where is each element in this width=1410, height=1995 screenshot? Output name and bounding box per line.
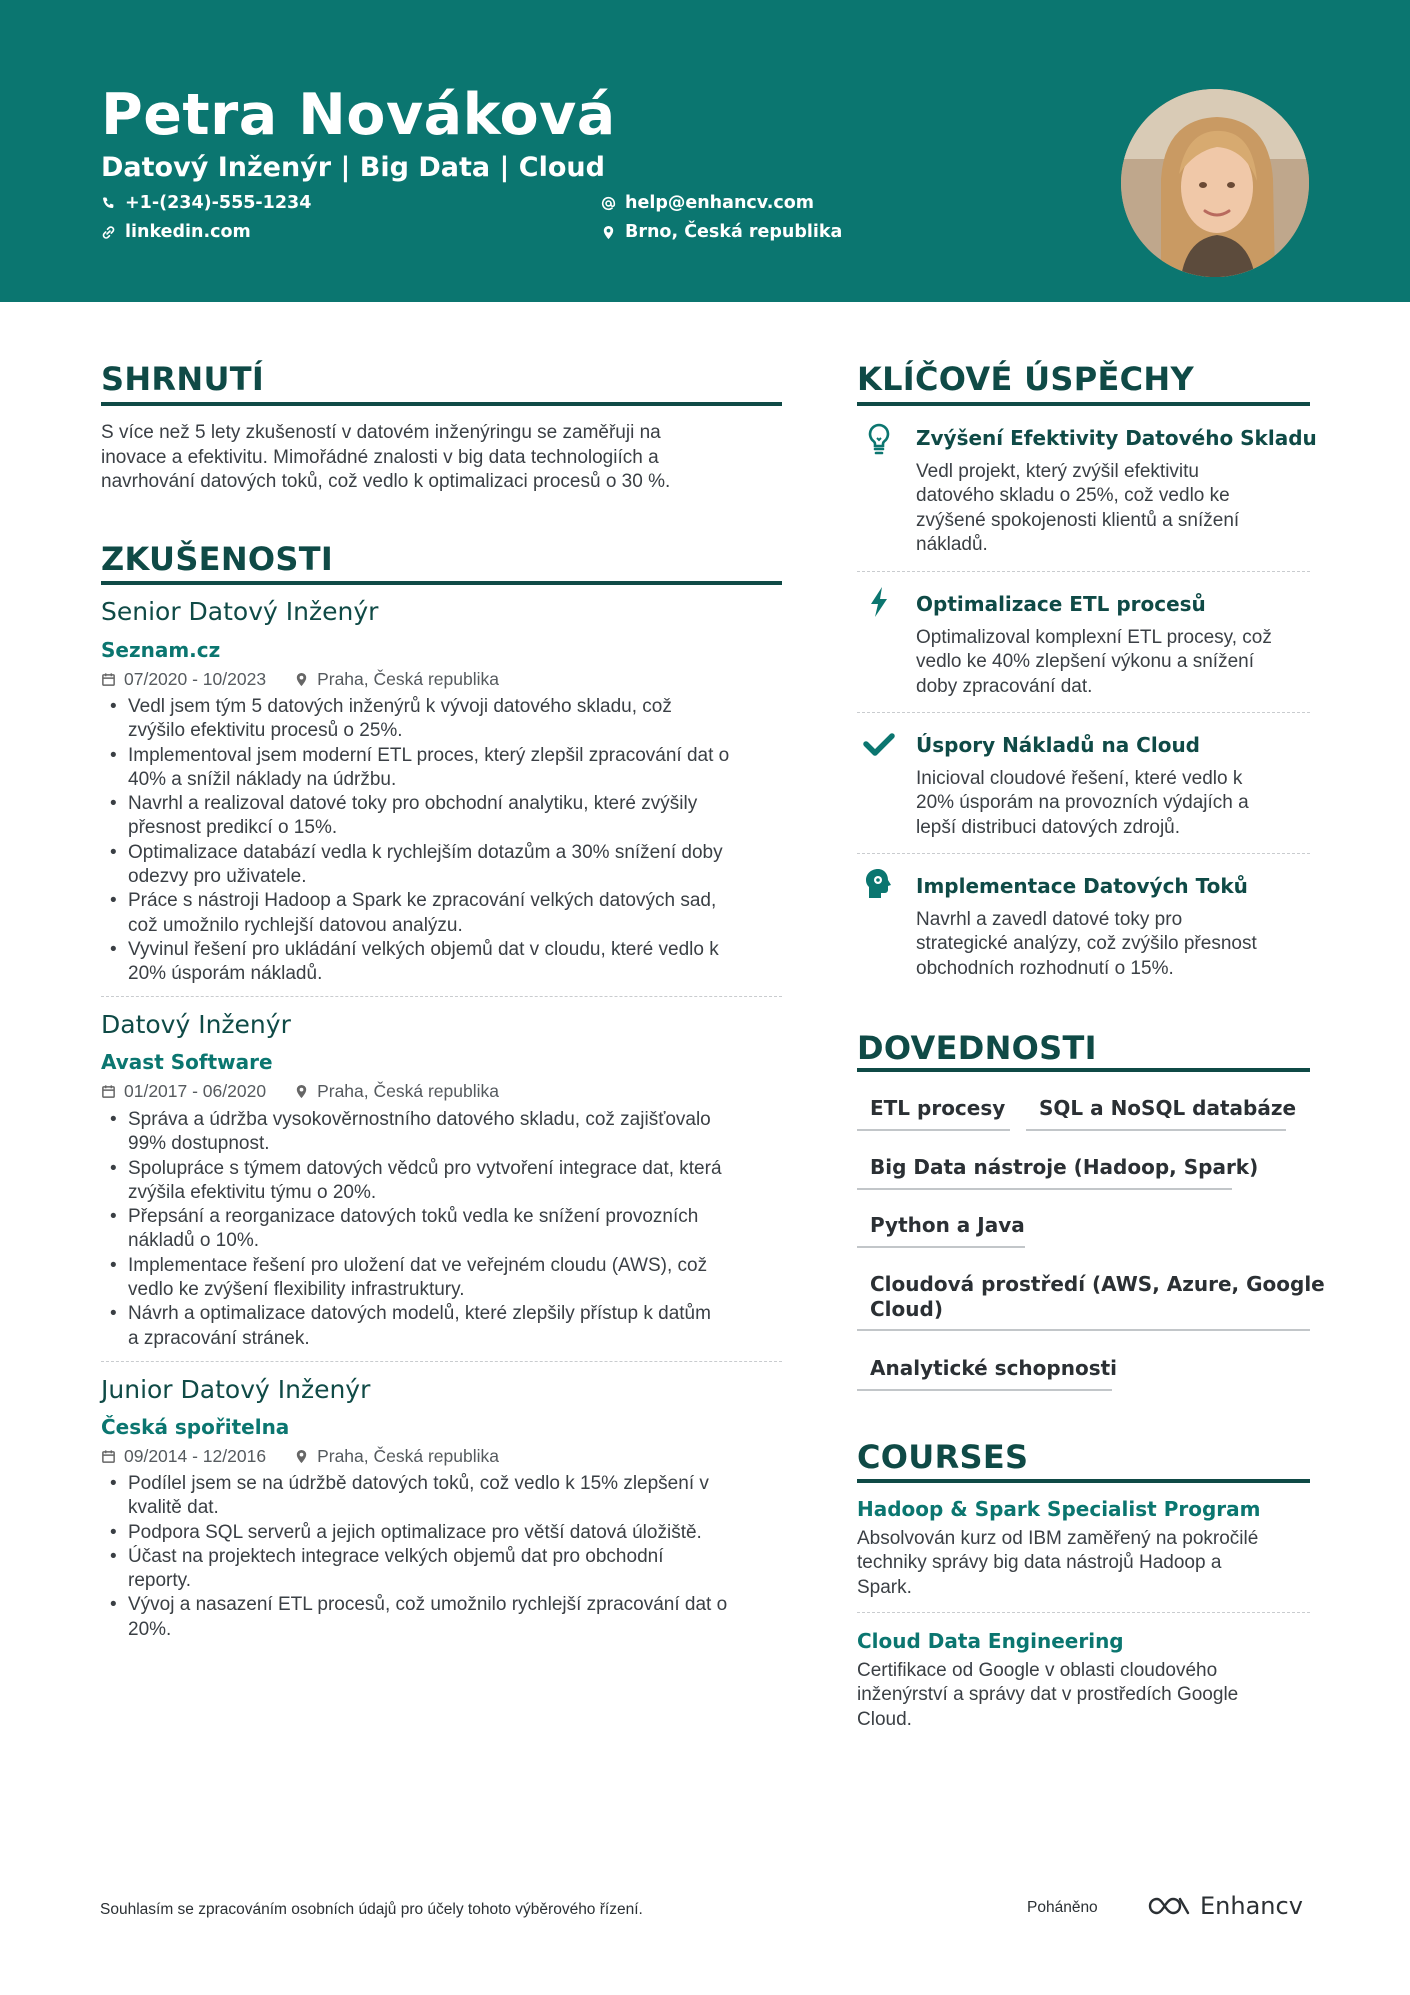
job-bullets [101,695,786,987]
contact-phone[interactable] [101,193,311,213]
job-dates: 07/2020 - 10/2023 [124,669,267,689]
skill-underline [857,1389,1112,1391]
location-pin-icon [294,1449,309,1464]
location-pin-icon [294,1084,309,1099]
phone-icon [101,196,116,211]
skill-underline [857,1329,1310,1331]
checkmark-icon [863,727,895,761]
skill-tag: Big Data nástroje (Hadoop, Spark) [870,1155,1259,1179]
bullet-item: • Vedl jsem tým 5 datových inženýrů k vývoji datového skladu, což zvýšilo efektivitu procesů o 25%. [101,695,786,744]
bullet-item: • Přepsání a reorganizace datových toků vedla ke snížení provozních nákladů o 10%. [101,1205,786,1254]
calendar-icon [101,1449,116,1464]
bullet-item: • Spolupráce s týmem datových vědců pro vytvoření integrace dat, která zvýšila efektivitu týmu o 20%. [101,1157,786,1206]
summary-text [101,421,791,495]
divider [857,853,1310,854]
skill-underline [857,1129,1010,1131]
skill-tag: Analytické schopnosti [870,1356,1118,1380]
experience-heading: ZKUŠENOSTI [101,540,334,578]
email-text: help@enhancv.com [625,193,815,213]
divider [101,996,782,997]
skill-tag: ETL procesy [870,1096,1006,1120]
bullet-item: • Návrh a optimalizace datových modelů, které zlepšily přístup k datům a zpracování stránek. [101,1302,786,1351]
contact-linkedin[interactable] [101,222,251,242]
header-banner [0,0,1410,302]
calendar-icon [101,672,116,687]
courses-heading: COURSES [857,1438,1029,1476]
job-dates: 01/2017 - 06/2020 [124,1081,267,1101]
bullet-item: • Navrhl a realizoval datové toky pro obchodní analytiku, které zvýšily přesnost predikcí o 15%. [101,792,786,841]
achievement-desc: Inicioval cloudové řešení, které vedlo k 20% úsporám na provozních výdajích a lepší distribuci datových zdrojů. [916,768,1249,838]
achievement-desc: Optimalizoval komplexní ETL procesy, což vedlo ke 40% zlepšení výkonu a snížení doby zpracování dat. [916,627,1272,697]
calendar-icon [101,1084,116,1099]
bullet-item: • Optimalizace databází vedla k rychlejším dotazům a 30% snížení doby odezvy pro uživatele. [101,841,786,890]
job-bullets [101,1472,786,1642]
achievement-title: Úspory Nákladů na Cloud [916,733,1200,757]
course-title: Cloud Data Engineering [857,1629,1124,1653]
company-name: Seznam.cz [101,638,221,662]
contact-location [601,222,842,242]
summary-rule [101,402,782,406]
summary-line: navrhování datových toků, což vedlo k optimalizaci procesů o 30 %. [101,471,671,492]
divider [101,1361,782,1362]
job-location: Praha, Česká republika [317,669,499,689]
achievement-title: Zvýšení Efektivity Datového Skladu [916,426,1317,450]
summary-line: inovace a efektivitu. Mimořádné znalosti v big data technologiích a [101,446,659,468]
bullet-item: • Vývoj a nasazení ETL procesů, což umožnilo rychlejší zpracování dat o 20%. [101,1593,786,1642]
link-icon [101,225,116,240]
job-meta [101,1446,527,1467]
skill-tag: Cloudová prostředí (AWS, Azure, Google Cloud) [870,1272,1325,1321]
job-title: Datový Inženýr [101,1010,291,1039]
skill-underline [1026,1129,1286,1131]
consent-note: Souhlasím se zpracováním osobních údajů pro účely tohoto výběrového řízení. [100,1901,643,1918]
achievement-title: Optimalizace ETL procesů [916,592,1206,616]
courses-rule [857,1479,1310,1483]
at-icon [601,196,616,211]
achievement-title: Implementace Datových Toků [916,874,1248,898]
linkedin-text: linkedin.com [125,222,251,242]
course-title: Hadoop & Spark Specialist Program [857,1497,1261,1521]
achievement-desc: Vedl projekt, který zvýšil efektivitu datového skladu o 25%, což vedlo ke zvýšené spokojenosti klientů a snížení nákladů. [916,461,1240,555]
job-meta [101,1081,527,1102]
candidate-name: Petra Nováková [101,82,616,148]
lightbulb-icon [863,422,895,456]
bullet-item: • Podpora SQL serverů a jejich optimalizace pro větší datová úložiště. [101,1521,786,1545]
bullet-item: • Práce s nástroji Hadoop a Spark ke zpracování velkých datových sad, což umožnilo rychlejší datovou analýzu. [101,889,786,938]
job-location: Praha, Česká republika [317,1081,499,1101]
location-pin-icon [294,672,309,687]
bullet-item: • Vyvinul řešení pro ukládání velkých objemů dat v cloudu, které vedlo k 20% úsporám nákladů. [101,938,786,987]
divider [857,712,1310,713]
contact-email[interactable] [601,193,814,213]
achievement-desc: Navrhl a zavedl datové toky pro strategické analýzy, což zvýšilo přesnost obchodních rozhodnutí o 15%. [916,909,1257,979]
skill-underline [857,1188,1232,1190]
skills-rule [857,1068,1310,1072]
skill-tag: Python a Java [870,1213,1025,1237]
profile-photo [1121,89,1309,277]
summary-heading: SHRNUTÍ [101,360,265,398]
achievements-heading: KLÍČOVÉ ÚSPĚCHY [857,360,1194,398]
bullet-item: • Správa a údržba vysokověrnostního datového skladu, což zajišťovalo 99% dostupnost. [101,1108,786,1157]
achievements-rule [857,402,1310,406]
brand-name: Enhancv [1200,1892,1303,1920]
head-gear-icon [863,867,895,901]
experience-rule [101,581,782,585]
job-title: Senior Datový Inženýr [101,597,379,626]
phone-text: +1-(234)-555-1234 [125,193,312,213]
skills-heading: DOVEDNOSTI [857,1029,1097,1067]
bullet-item: • Implementoval jsem moderní ETL proces, který zlepšil zpracování dat o 40% a snížil náklady na údržbu. [101,744,786,793]
course-desc: Certifikace od Google v oblasti cloudového inženýrství a správy dat v prostředích Google Cloud. [857,1660,1239,1730]
bullet-item: • Účast na projektech integrace velkých objemů dat pro obchodní reporty. [101,1545,786,1594]
job-location: Praha, Česká republika [317,1446,499,1466]
location-pin-icon [601,225,616,240]
skill-tag: SQL a NoSQL databáze [1039,1096,1297,1120]
job-title: Junior Datový Inženýr [101,1375,371,1404]
company-name: Česká spořitelna [101,1415,290,1439]
job-dates: 09/2014 - 12/2016 [124,1446,267,1466]
powered-by-label: Poháněno [1027,1899,1098,1916]
bullet-item: • Podílel jsem se na údržbě datových toků, což vedlo k 15% zlepšení v kvalitě dat. [101,1472,786,1521]
company-name: Avast Software [101,1050,273,1074]
summary-line: S více než 5 lety zkušeností v datovém inženýringu se zaměřuji na [101,422,661,443]
course-desc: Absolvován kurz od IBM zaměřený na pokročilé techniky správy big data nástrojů Hadoop a Spark. [857,1528,1259,1598]
enhancv-mark-icon [1146,1894,1192,1918]
lightning-icon [863,585,895,619]
job-meta [101,669,527,690]
candidate-headline: Datový Inženýr | Big Data | Cloud [101,152,605,183]
skill-underline [857,1246,1025,1248]
enhancv-logo[interactable] [1146,1892,1303,1920]
job-bullets [101,1108,786,1351]
bullet-item: • Implementace řešení pro uložení dat ve veřejném cloudu (AWS), což vedlo ke zvýšení flexibility infrastruktury. [101,1254,786,1303]
divider [857,571,1310,572]
location-text: Brno, Česká republika [625,222,843,242]
divider [857,1612,1310,1613]
